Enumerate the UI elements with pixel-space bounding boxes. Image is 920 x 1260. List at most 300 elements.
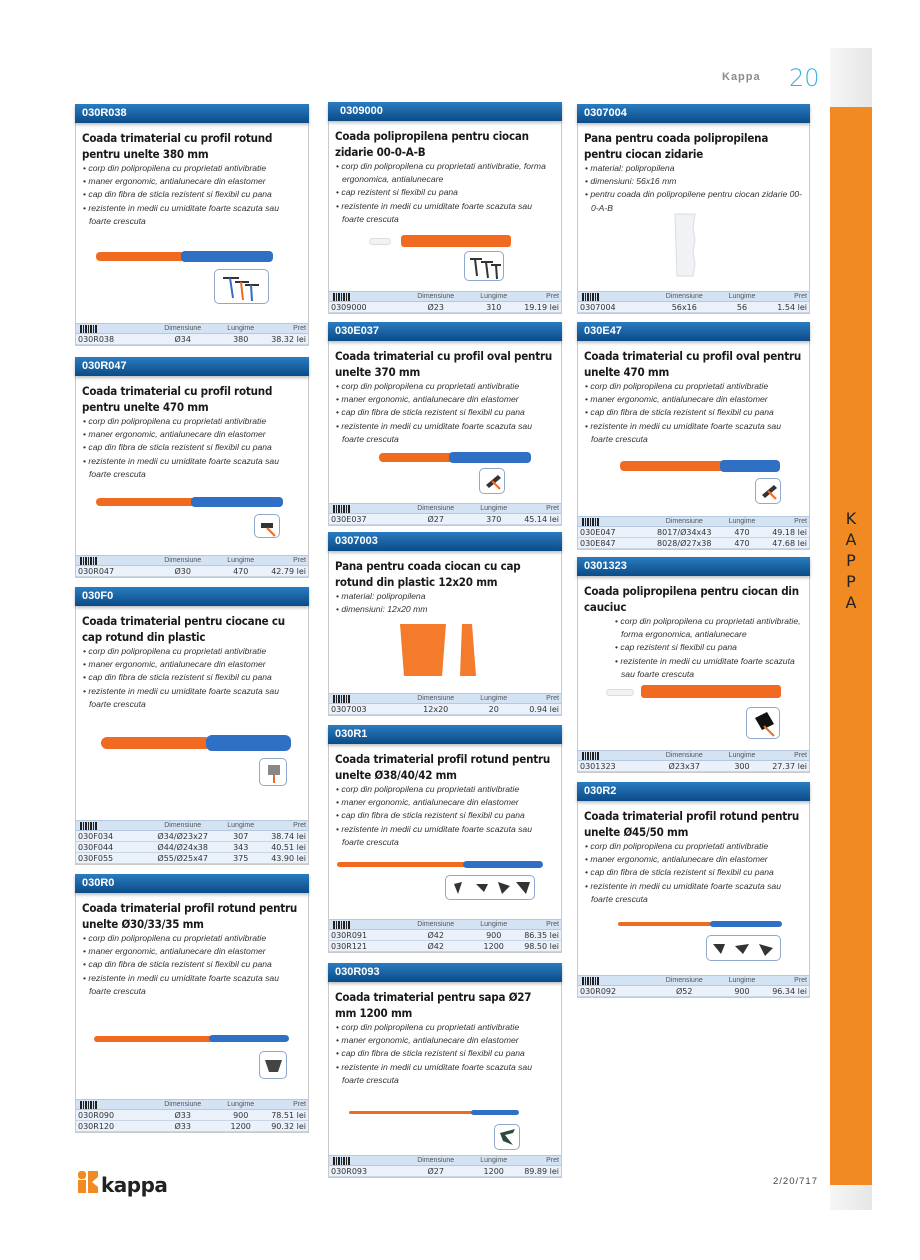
feature-item: • rezistente in medii cu umiditate foarte scazuta sau foarte crescuta [335,1061,555,1087]
row-code: 030R121 [331,942,368,951]
product-code-header: 030R2 [577,782,810,801]
row-price: 19.19 lei [524,303,559,312]
feature-item: • cap rezistent si flexibil cu pana [335,186,555,199]
spec-table [329,693,561,715]
spec-table [76,820,308,864]
feature-item: • corp din polipropilena cu proprietati antivibratie [82,162,302,175]
row-price: 38.74 lei [271,832,306,841]
row-code: 030R047 [78,567,115,576]
row-length: 900 [233,1111,249,1120]
feature-item: • maner ergonomic, antialunecare din elastomer [82,658,302,671]
product-title: Coada trimaterial profil rotund pentru unelte Ø30/33/35 mm [82,901,298,931]
feature-item: • rezistente in medii cu umiditate foarte scazuta sau foarte crescuta [335,823,555,849]
row-code: 030F055 [78,854,114,863]
row-price: 1.54 lei [777,303,807,312]
row-length: 470 [233,567,249,576]
column-price: Pret [794,977,807,984]
column-dimension: Dimensiune [665,977,703,984]
column-price: Pret [546,505,559,512]
barcode-icon [582,518,599,526]
column-price: Pret [546,695,559,702]
column-price: Pret [293,822,306,829]
product-image [618,919,793,969]
product-image [620,458,790,508]
product-title: Coada trimaterial profil rotund pentru unelte Ø38/40/42 mm [335,752,551,782]
product-image [394,620,494,680]
product-card [75,874,309,1133]
side-letter: A [845,530,857,549]
column-length: Lungime [728,518,756,525]
feature-list [82,645,302,711]
row-code: 030R093 [331,1167,368,1176]
feature-item: • rezistente in medii cu umiditate foarte scazuta sau foarte crescuta [614,655,803,681]
feature-list [82,415,302,481]
feature-list [335,783,555,849]
column-price: Pret [794,518,807,525]
spec-table-header [329,503,561,514]
catalog-page-code: 2/20/717 [773,1176,818,1187]
table-row [578,302,809,313]
product-image [349,1108,549,1156]
table-row [329,1166,561,1177]
feature-item: • dimensiuni: 56x16 mm [584,175,803,188]
side-letter: P [846,551,856,570]
row-length: 310 [486,303,502,312]
table-row [578,761,809,772]
feature-list [335,590,555,616]
feature-item: • cap din fibra de sticla rezistent si flexibil cu pana [82,188,302,201]
spec-table-header [329,1155,561,1166]
row-price: 42.79 lei [271,567,306,576]
row-price: 38.32 lei [271,335,306,344]
product-image [101,732,291,792]
row-code: 030R092 [580,987,617,996]
product-image [369,235,529,285]
column-price: Pret [794,293,807,300]
feature-item: • cap din fibra de sticla rezistent si flexibil cu pana [584,406,803,419]
side-letter: K [845,509,857,528]
row-dimension: 8017/Ø34x43 [657,528,712,537]
feature-list [584,380,803,446]
column-price: Pret [546,1157,559,1164]
product-code-header: 0307003 [328,532,562,551]
barcode-icon [80,1101,97,1109]
hammer-icon [479,468,505,494]
feature-item: • rezistente in medii cu umiditate foarte scazuta sau foarte crescuta [584,880,803,906]
column-length: Lungime [480,293,508,300]
feature-item: • cap rezistent si flexibil cu pana [614,641,803,654]
feature-item: • cap din fibra de sticla rezistent si flexibil cu pana [82,441,302,454]
side-tab [830,107,872,1185]
row-dimension: 56x16 [671,303,697,312]
product-card [328,322,562,526]
product-image [96,492,286,547]
spec-table-header [76,555,308,566]
spec-table-header [578,516,809,527]
hammer-icon [706,935,781,961]
product-title: Coada polipropilena pentru ciocan zidarie 00-0-A-B [335,129,529,159]
table-row [578,538,809,549]
feature-item: • maner ergonomic, antialunecare din elastomer [584,393,803,406]
table-row [329,930,561,941]
column-length: Lungime [480,1157,508,1164]
mallet-icon [746,707,780,739]
row-dimension: Ø23x37 [668,762,700,771]
feature-item: • pentru coada din polipropilene pentru ciocan zidarie 00-0-A-B [584,188,803,214]
row-length: 343 [233,843,249,852]
column-length: Lungime [480,695,508,702]
hammer-icon [445,875,535,900]
product-image [94,1029,294,1099]
table-row [76,1110,308,1121]
column-length: Lungime [227,1101,255,1108]
row-code: 030F044 [78,843,114,852]
feature-item: • rezistente in medii cu umiditate foarte scazuta sau foarte crescuta [584,420,803,446]
spec-table-header [76,323,308,334]
column-length: Lungime [227,325,255,332]
row-code: 030F034 [78,832,114,841]
column-dimension: Dimensiune [665,293,703,300]
spec-table [329,919,561,952]
column-dimension: Dimensiune [417,695,455,702]
product-image [606,685,791,745]
table-row [76,842,308,853]
row-dimension: 8028/Ø27x38 [657,539,712,548]
row-length: 20 [488,705,499,714]
feature-item: • rezistente in medii cu umiditate foarte scazuta sau foarte crescuta [82,455,302,481]
product-title: Pana pentru coada ciocan cu cap rotund din plastic 12x20 mm [335,559,521,589]
row-code: 030R090 [78,1111,115,1120]
hammer-icon [464,251,504,281]
feature-list [335,160,555,226]
product-code-header: 0309000 [328,102,562,121]
column-dimension: Dimensiune [164,1101,202,1108]
row-price: 96.34 lei [772,987,807,996]
row-dimension: Ø33 [174,1122,191,1131]
row-code: 030E047 [580,528,616,537]
column-length: Lungime [728,977,756,984]
row-code: 030R038 [78,335,115,344]
column-price: Pret [546,293,559,300]
column-length: Lungime [728,752,756,759]
row-dimension: Ø44/Ø24x38 [157,843,208,852]
feature-item: • dimensiuni: 12x20 mm [335,603,555,616]
spec-table-header [329,291,561,302]
row-price: 27.37 lei [772,762,807,771]
row-dimension: Ø27 [427,515,444,524]
column-length: Lungime [227,822,255,829]
product-code-header: 030R1 [328,725,562,744]
product-title: Coada trimaterial pentru sapa Ø27 mm 1200 mm [335,990,532,1020]
column-dimension: Dimensiune [417,1157,455,1164]
column-length: Lungime [227,557,255,564]
row-price: 45.14 lei [524,515,559,524]
spec-table [329,291,561,313]
row-code: 0301323 [580,762,616,771]
table-row [329,514,561,525]
row-length: 470 [734,528,750,537]
hammer-icon [254,514,280,538]
feature-list [584,162,803,215]
feature-item: • maner ergonomic, antialunecare din elastomer [82,428,302,441]
row-dimension: Ø33 [174,1111,191,1120]
product-card [328,102,562,314]
feature-item: • cap din fibra de sticla rezistent si flexibil cu pana [335,1047,555,1060]
row-length: 1200 [483,942,504,951]
feature-item: • corp din polipropilena cu proprietati antivibratie [335,380,555,393]
side-letter: P [846,572,856,591]
feature-item: • material: polipropilena [335,590,555,603]
logo-text: kappa [101,1173,168,1197]
feature-item: • rezistente in medii cu umiditate foarte scazuta sau foarte crescuta [82,202,302,228]
feature-item: • cap din fibra de sticla rezistent si flexibil cu pana [584,866,803,879]
header-brand: Kappa [722,71,761,83]
barcode-icon [333,695,350,703]
row-code: 030E847 [580,539,616,548]
row-length: 370 [486,515,502,524]
feature-list [614,615,803,681]
side-tab-letters [830,508,872,613]
feature-item: • maner ergonomic, antialunecare din elastomer [82,945,302,958]
barcode-icon [582,752,599,760]
row-length: 307 [233,832,249,841]
feature-list [82,932,302,998]
feature-item: • corp din polipropilena cu proprietati antivibratie, forma ergonomica, antialunecare [335,160,555,186]
table-row [329,704,561,715]
spec-table [578,750,809,772]
feature-item: • maner ergonomic, antialunecare din elastomer [335,1034,555,1047]
row-dimension: Ø23 [427,303,444,312]
feature-list [335,1021,555,1087]
column-price: Pret [546,921,559,928]
row-dimension: Ø52 [676,987,693,996]
product-image [96,244,281,314]
page-number: 20 [789,64,820,92]
column-price: Pret [293,325,306,332]
product-code-header: 030E47 [577,322,810,341]
row-price: 47.68 lei [772,539,807,548]
spec-table [76,555,308,577]
table-row [329,302,561,313]
product-card [577,104,810,314]
barcode-icon [333,505,350,513]
product-code-header: 0301323 [577,557,810,576]
spec-table-header [329,919,561,930]
row-price: 43.90 lei [271,854,306,863]
kappa-logo-mark-icon [78,1171,98,1193]
feature-item: • maner ergonomic, antialunecare din elastomer [584,853,803,866]
feature-item: • maner ergonomic, antialunecare din elastomer [82,175,302,188]
barcode-icon [582,293,599,301]
hammer-icon [259,758,287,786]
spec-table [329,1155,561,1177]
column-dimension: Dimensiune [417,293,455,300]
spec-table [76,1099,308,1132]
feature-item: • corp din polipropilena cu proprietati antivibratie [584,380,803,393]
row-price: 40.51 lei [271,843,306,852]
product-title: Coada polipropilena pentru ciocan din cauciuc [584,584,799,614]
feature-item: • maner ergonomic, antialunecare din elastomer [335,796,555,809]
feature-item: • cap din fibra de sticla rezistent si flexibil cu pana [82,958,302,971]
spec-table-header [76,1099,308,1110]
column-price: Pret [293,1101,306,1108]
spec-table-header [578,291,809,302]
feature-item: • cap din fibra de sticla rezistent si flexibil cu pana [82,671,302,684]
column-dimension: Dimensiune [665,518,703,525]
spec-table-header [578,975,809,986]
barcode-icon [333,921,350,929]
product-title: Coada trimaterial cu profil oval pentru unelte 370 mm [335,349,553,379]
column-price: Pret [794,752,807,759]
row-code: 030R091 [331,931,368,940]
spec-table [329,503,561,525]
row-dimension: Ø30 [174,567,191,576]
side-letter: A [845,593,857,612]
column-length: Lungime [480,921,508,928]
feature-item: • corp din polipropilena cu proprietati antivibratie [82,645,302,658]
feature-item: • corp din polipropilena cu proprietati antivibratie [584,840,803,853]
product-code-header: 030R038 [75,104,309,123]
table-row [76,566,308,577]
feature-list [82,162,302,228]
product-title: Coada trimaterial cu profil rotund pentru unelte 470 mm [82,384,273,414]
product-title: Coada trimaterial pentru ciocane cu cap rotund din plastic [82,614,285,644]
row-length: 380 [233,335,249,344]
feature-item: • corp din polipropilena cu proprietati antivibratie [82,932,302,945]
row-dimension: Ø55/Ø25x47 [157,854,208,863]
row-dimension: Ø34 [174,335,191,344]
hoe-icon [494,1124,520,1150]
feature-item: • corp din polipropilena cu proprietati antivibratie [82,415,302,428]
row-length: 375 [233,854,249,863]
column-length: Lungime [480,505,508,512]
feature-item: • cap din fibra de sticla rezistent si flexibil cu pana [335,406,555,419]
spec-table [76,323,308,345]
row-code: 030E037 [331,515,367,524]
barcode-icon [582,977,599,985]
table-row [76,334,308,345]
feature-item: • maner ergonomic, antialunecare din elastomer [335,393,555,406]
hammer-icon [755,478,781,504]
barcode-icon [80,325,97,333]
product-card [328,963,562,1178]
product-card [328,725,562,953]
column-dimension: Dimensiune [164,325,202,332]
row-length: 900 [486,931,502,940]
column-dimension: Dimensiune [417,505,455,512]
row-dimension: 12x20 [423,705,449,714]
hammer-icon [259,1051,287,1079]
feature-item: • rezistente in medii cu umiditate foarte scazuta sau foarte crescuta [335,420,555,446]
row-price: 78.51 lei [271,1111,306,1120]
row-price: 49.18 lei [772,528,807,537]
row-code: 030R120 [78,1122,115,1131]
product-title: Pana pentru coada polipropilena pentru ciocan zidarie [584,131,769,161]
product-image [672,212,698,278]
product-card [577,322,810,550]
row-price: 0.94 lei [529,705,559,714]
product-code-header: 030R047 [75,357,309,376]
barcode-icon [333,293,350,301]
product-code-header: 030R093 [328,963,562,982]
row-code: 0307004 [580,303,616,312]
row-code: 0307003 [331,705,367,714]
row-dimension: Ø27 [427,1167,444,1176]
product-card [75,357,309,578]
feature-item: • rezistente in medii cu umiditate foarte scazuta sau foarte crescuta [82,972,302,998]
product-code-header: 0307004 [577,104,810,123]
feature-list [335,380,555,446]
table-row [76,831,308,842]
product-card [577,557,810,773]
row-price: 98.50 lei [524,942,559,951]
barcode-icon [333,1157,350,1165]
table-row [578,527,809,538]
feature-item: • material: polipropilena [584,162,803,175]
spec-table-header [329,693,561,704]
column-dimension: Dimensiune [164,557,202,564]
product-code-header: 030F0 [75,587,309,606]
feature-item: • corp din polipropilena cu proprietati antivibratie [335,783,555,796]
row-length: 56 [736,303,748,312]
row-length: 900 [734,987,750,996]
column-length: Lungime [728,293,756,300]
spec-table [578,975,809,997]
row-dimension: Ø42 [427,942,444,951]
feature-list [584,840,803,906]
feature-item: • corp din polipropilena cu proprietati antivibratie, forma ergonomica, antialunecare [614,615,803,641]
product-image [337,857,552,907]
row-dimension: Ø42 [427,931,444,940]
table-row [578,986,809,997]
product-code-header: 030R0 [75,874,309,893]
barcode-icon [80,557,97,565]
row-code: 0309000 [331,303,367,312]
table-row [76,1121,308,1132]
product-title: Coada trimaterial profil rotund pentru unelte Ø45/50 mm [584,809,800,839]
product-card [328,532,562,716]
feature-item: • rezistente in medii cu umiditate foarte scazuta sau foarte crescuta [335,200,555,226]
column-price: Pret [293,557,306,564]
spec-table-header [578,750,809,761]
hammer-icon [214,269,269,304]
row-price: 89.89 lei [524,1167,559,1176]
row-length: 1200 [230,1122,251,1131]
feature-item: • corp din polipropilena cu proprietati antivibratie [335,1021,555,1034]
column-dimension: Dimensiune [164,822,202,829]
product-code-header: 030E037 [328,322,562,341]
row-price: 90.32 lei [271,1122,306,1131]
barcode-icon [80,822,97,830]
row-length: 1200 [483,1167,504,1176]
product-card [75,104,309,346]
row-dimension: Ø34/Ø23x27 [157,832,208,841]
column-dimension: Dimensiune [665,752,703,759]
table-row [329,941,561,952]
spec-table [578,291,809,313]
product-title: Coada trimaterial cu profil oval pentru unelte 470 mm [584,349,802,379]
product-image [379,450,539,500]
row-price: 86.35 lei [524,931,559,940]
product-card [75,587,309,865]
product-title: Coada trimaterial cu profil rotund pentru unelte 380 mm [82,131,273,161]
spec-table [578,516,809,549]
product-card [577,782,810,998]
column-dimension: Dimensiune [417,921,455,928]
feature-item: • cap din fibra de sticla rezistent si flexibil cu pana [335,809,555,822]
feature-item: • rezistente in medii cu umiditate foarte scazuta sau foarte crescuta [82,685,302,711]
spec-table-header [76,820,308,831]
